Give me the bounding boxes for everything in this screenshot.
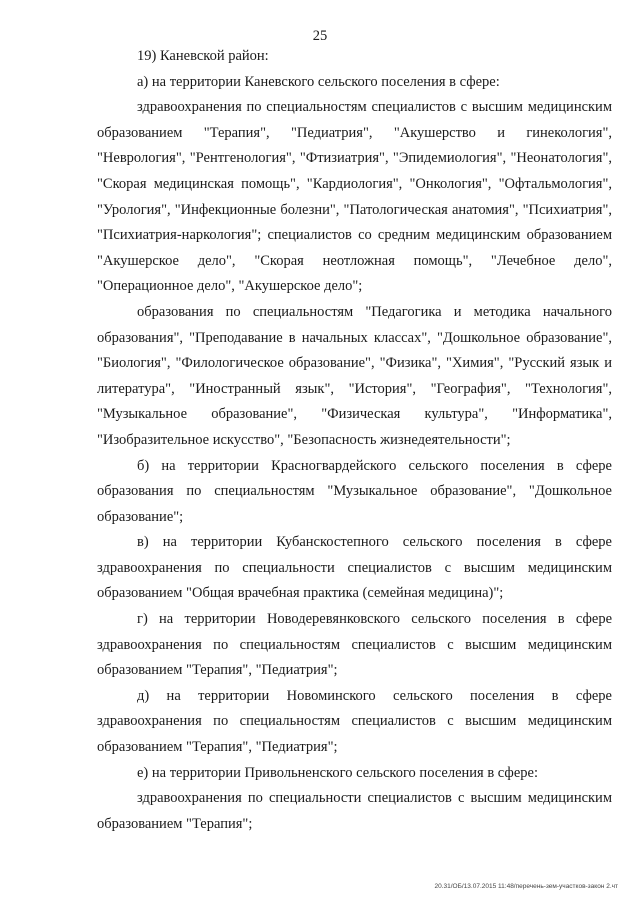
paragraph-item-d: д) на территории Новоминского сельского поселения в сфере здравоохранения по специальностям специалистов с высшим медицинским образованием "Терапия", "Педиатрия"; (97, 687, 612, 756)
paragraph-healthcare-specialties: здравоохранения по специальностям специалистов с высшим медицинским образованием "Терапия", "Педиатрия", "Акушерство и гинекология", "Неврология", "Рентгенология", "Фтизиатрия", "Эпидемиология", "Неонатология", "Скорая медицинская помощь", "Кардиология", "Онкология", "Офтальмология", "Урология", "Инфекционные болезни", "Патологическая анатомия", "Психиатрия", "Психиатрия-наркология"; специалистов со средним медицинским образованием "Акушерское дело", "Скорая неотложная помощь", "Лечебное дело", "Операционное дело", "Акушерское дело"; (97, 99, 612, 295)
paragraph-item-g: г) на территории Новодеревянковского сельского поселения в сфере здравоохранения по специальностям специалистов с высшим медицинским образованием "Терапия", "Педиатрия"; (97, 611, 612, 679)
document-body (97, 44, 612, 837)
paragraph-item-a: а) на территории Каневского сельского поселения в сфере: (137, 73, 500, 90)
paragraph-healthcare-therapy: здравоохранения по специальности специалистов с высшим медицинским образованием "Терапия"; (97, 790, 612, 832)
paragraph-education-specialties: образования по специальностям "Педагогика и методика начального образования", "Преподавание в начальных классах", "Дошкольное образование", "Биология", "Филологическое образование", "Физика", "Химия", "Русский язык и литература", "Иностранный язык", "История", "География", "Технология", "Музыкальное образование", "Физическая культура", "Информатика", "Изобразительное искусство", "Безопасность жизнедеятельности"; (97, 303, 612, 448)
paragraph-item-v: в) на территории Кубанскостепного сельского поселения в сфере здравоохранения по специальности специалистов с высшим медицинским образованием "Общая врачебная практика (семейная медицина)"; (97, 534, 612, 602)
paragraph-item-e: е) на территории Привольненского сельского поселения в сфере: (137, 764, 538, 781)
paragraph-district-heading: 19) Каневской район: (137, 48, 269, 64)
page-number: 25 (312, 28, 328, 44)
paragraph-item-b: б) на территории Красногвардейского сельского поселения в сфере образования по специальностям "Музыкальное образование", "Дошкольное образование"; (97, 457, 612, 525)
document-footer-path: 20.31/ОБ/13.07.2015 11:48/перечень-зем-участков-закон 2.чт (434, 883, 618, 890)
